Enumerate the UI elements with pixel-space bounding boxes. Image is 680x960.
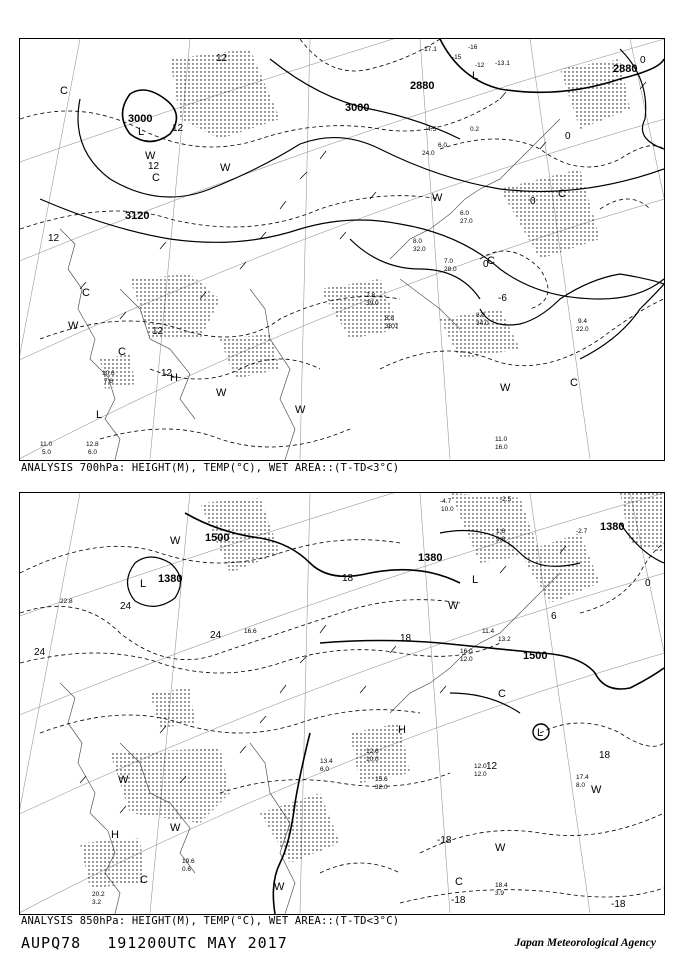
station-value: 5.0 [42, 449, 52, 456]
warm-marker: W [448, 600, 459, 612]
station-value: 34.0 [476, 320, 489, 327]
isotherm-label: 18 [400, 633, 412, 644]
isotherm-label: 0 [483, 259, 489, 270]
station-value: 8.0 [476, 312, 486, 319]
map-850-svg [20, 493, 664, 914]
station-value: 11.4 [482, 628, 495, 635]
panel-caption-700hpa: ANALYSIS 700hPa: HEIGHT(M), TEMP(°C), WET AREA::(T-TD<3°C) [21, 462, 400, 474]
low-marker: L [138, 126, 145, 138]
wet-area-hatching [100, 49, 630, 389]
high-marker: H [111, 829, 119, 841]
low-marker: L [537, 727, 544, 739]
station-value: 3.2 [92, 899, 102, 906]
station-value: 9.8 [496, 536, 506, 543]
station-value: 8.0 [413, 238, 423, 245]
isotherm-label: 12 [161, 368, 173, 379]
warm-marker: W [145, 150, 156, 162]
station-value: 7.8 [366, 292, 376, 299]
warm-marker: W [274, 881, 285, 893]
isotherm-label: 12 [486, 761, 498, 772]
height-label: 3000 [345, 102, 370, 114]
cold-marker: C [498, 688, 506, 700]
isotherm-label: 12 [172, 123, 184, 134]
station-value: 7.0 [444, 258, 454, 265]
agency-credit: Japan Meteorological Agency [514, 937, 656, 949]
station-plots [40, 44, 589, 456]
station-value: 16.0 [460, 648, 473, 655]
station-value: 20.2 [92, 891, 105, 898]
isotherm-label: 24 [210, 630, 222, 641]
station-value: -16 [468, 44, 478, 51]
station-value: 10.0 [441, 506, 454, 513]
station-value: 24.0 [422, 150, 435, 157]
isotherm-label: 12 [148, 161, 160, 172]
warm-marker: W [295, 404, 306, 416]
station-value: 22.8 [60, 598, 73, 605]
isotherm-label: 18 [342, 573, 354, 584]
station-value: 17.4 [576, 774, 589, 781]
height-label: 3120 [125, 210, 150, 222]
warm-marker: W [495, 842, 506, 854]
height-label: 1500 [205, 532, 230, 544]
warm-marker: W [591, 784, 602, 796]
high-marker: H [170, 372, 178, 384]
height-label: 2880 [410, 80, 435, 92]
station-value: 38.0 [385, 323, 398, 330]
warm-marker: W [170, 822, 181, 834]
station-value: 6.0 [88, 449, 98, 456]
warm-marker: W [68, 320, 79, 332]
station-value: 18.4 [495, 882, 508, 889]
station-value: 15.6 [375, 776, 388, 783]
map-700-svg [20, 39, 664, 460]
chart-identifier [21, 934, 314, 952]
valid-time: 191200UTC MAY 2017 [107, 934, 288, 952]
isotherm-label: 24 [34, 647, 46, 658]
station-value: 16.0 [495, 444, 508, 451]
station-value: 0.6 [182, 866, 192, 873]
isotherm-label: -18 [611, 899, 626, 910]
cold-marker: C [558, 188, 566, 200]
station-value: 22.0 [576, 326, 589, 333]
station-value: -2.5 [500, 496, 512, 503]
isotherm-label: 0 [645, 578, 651, 589]
isotherm-label: -6 [498, 293, 507, 304]
station-value: 6.0 [320, 766, 330, 773]
station-value: 32.0 [413, 246, 426, 253]
cold-marker: C [118, 346, 126, 358]
station-value: 10.6 [102, 370, 115, 377]
wet-area-hatching [80, 493, 664, 888]
low-marker: L [472, 70, 479, 82]
warm-marker: W [118, 774, 129, 786]
isotherm-label: 18 [599, 750, 611, 761]
high-marker: H [398, 724, 406, 736]
isotherm-label: 12 [216, 53, 228, 64]
station-value: 12.6 [366, 748, 379, 755]
isotherm-label: 0 [640, 55, 646, 66]
isotherm-label: 12 [48, 233, 60, 244]
isotherm-label: 12 [152, 326, 164, 337]
cold-marker: C [455, 876, 463, 888]
station-value: 28.0 [444, 266, 457, 273]
warm-marker: W [170, 535, 181, 547]
station-value: 32.0 [375, 784, 388, 791]
height-label: 1500 [523, 650, 548, 662]
isotherm-label: 6 [551, 611, 557, 622]
cold-marker: C [82, 287, 90, 299]
station-value: -17.1 [422, 46, 437, 53]
height-label: 3000 [128, 113, 153, 125]
panel-caption-850hpa: ANALYSIS 850hPa: HEIGHT(M), TEMP(°C), WET AREA::(T-TD<3°C) [21, 915, 400, 927]
station-value: 12.0 [474, 763, 487, 770]
station-value: 11.0 [40, 441, 53, 448]
station-value: 12.0 [460, 656, 473, 663]
station-value: 12.8 [86, 441, 99, 448]
station-value: 0.2 [470, 126, 480, 133]
cold-marker: C [140, 874, 148, 886]
warm-marker: W [216, 387, 227, 399]
height-label: 1380 [158, 573, 183, 585]
station-value: -12 [475, 62, 485, 69]
chart-code: AUPQ78 [21, 934, 82, 952]
cold-marker: C [487, 255, 495, 267]
station-value: 8.8 [385, 315, 395, 322]
station-value: 19.6 [182, 858, 195, 865]
station-value: 27.0 [460, 218, 473, 225]
map-panel-850hpa [19, 492, 665, 915]
low-marker: L [472, 574, 479, 586]
station-value: 8.0 [576, 782, 586, 789]
station-value: 39.0 [366, 300, 379, 307]
isotherm-label: 0 [530, 196, 536, 207]
height-label: 1380 [600, 521, 625, 533]
station-value: 6.0 [460, 210, 470, 217]
low-marker: L [140, 578, 147, 590]
station-value: 7.6 [104, 378, 114, 385]
cold-marker: C [570, 377, 578, 389]
isotherm-label: 0 [565, 131, 571, 142]
station-value: 6.0 [438, 142, 448, 149]
height-label: 1380 [418, 552, 443, 564]
warm-marker: W [500, 382, 511, 394]
isotherm-label: 24 [120, 601, 132, 612]
station-value: 10.0 [366, 756, 379, 763]
low-marker: L [96, 409, 103, 421]
height-label: 2880 [613, 63, 638, 75]
station-value: -2.7 [576, 528, 588, 535]
station-value: -4.5 [425, 126, 437, 133]
station-value: 9.4 [578, 318, 588, 325]
isotherm-label: -18 [451, 895, 466, 906]
station-value: 13.2 [498, 636, 511, 643]
cold-marker: C [152, 172, 160, 184]
warm-marker: W [220, 162, 231, 174]
station-value: -15 [452, 54, 462, 61]
station-value: -13.1 [495, 60, 510, 67]
station-value: 13.4 [320, 758, 333, 765]
station-value: 16.6 [244, 628, 257, 635]
station-value: 3.9 [495, 890, 505, 897]
warm-marker: W [432, 192, 443, 204]
station-value: -4.7 [440, 498, 452, 505]
station-value: 12.0 [474, 771, 487, 778]
station-value: 1.6 [496, 528, 506, 535]
map-panel-700hpa [19, 38, 665, 461]
cold-marker: C [60, 85, 68, 97]
isotherm-label: -18 [437, 835, 452, 846]
station-value: 11.0 [495, 436, 508, 443]
